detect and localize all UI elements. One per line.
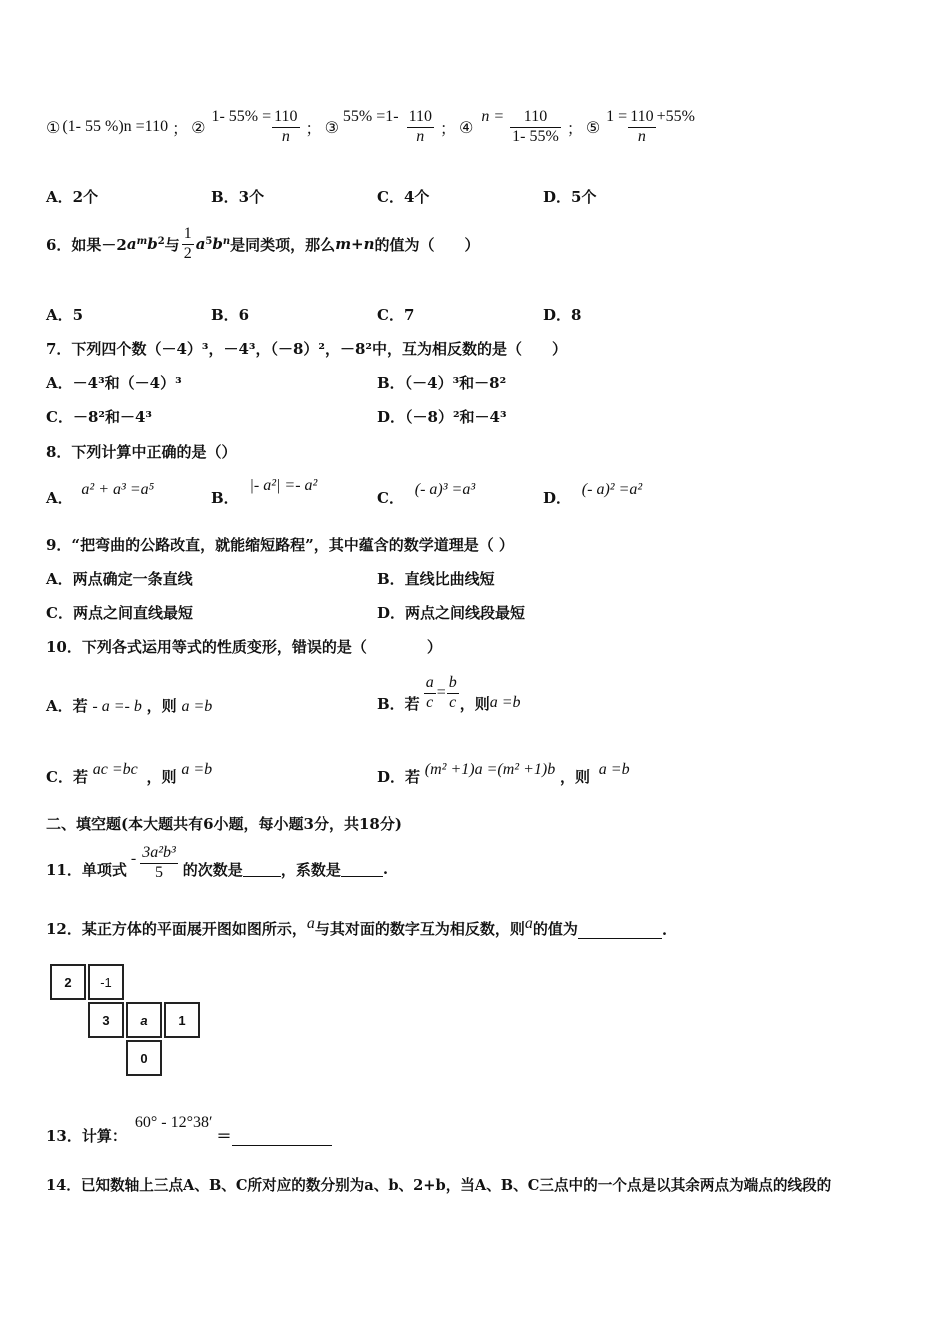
q5-statements [46,100,695,154]
q10-stem: 10．下列各式运用等式的性质变形，错误的是（ ） [46,638,442,656]
net-cell: 2 [50,964,86,1000]
fraction-denominator: 5 [155,863,163,881]
q10-choice-a[interactable] [46,695,212,716]
choice-expr: (- a)³ =a³ [414,481,476,498]
q10-choice-b[interactable] [377,668,521,718]
statement-2-fraction [272,109,299,146]
fraction-numerator: 110 [407,109,434,128]
q13-stem [46,1112,332,1146]
q13-prefix: 13．计算： [46,1127,127,1145]
q6-exp-2: 2 [157,235,165,247]
statement-5-label: ⑤ [585,117,601,137]
choice-then: ，则 [146,697,177,715]
separator: ； [440,120,457,138]
q7-choice-b[interactable]: B．（－4）³和－8² [377,374,507,392]
q11-degree-blank[interactable] [243,862,281,877]
q13-equals: ＝ [216,1127,232,1145]
q8-stem: 8．下列计算中正确的是（） [46,443,237,461]
choice-condition: (m² +1)a =(m² +1)b [424,761,556,778]
choice-then: ，则 [459,694,490,713]
fraction-denominator: n [416,127,425,145]
q5-choice-a[interactable]: A．2个 [46,188,99,206]
fraction-denominator: c [426,693,434,711]
fraction-denominator: c [449,693,457,711]
choice-conclusion: a =b [489,694,521,711]
choice-then: ，则 [559,768,590,786]
q6-choice-a[interactable]: A．5 [46,306,84,324]
choice-label: B． [211,489,239,507]
q5-choice-d[interactable]: D．5个 [543,188,597,206]
q8-choice-b[interactable] [211,474,318,507]
q6-fraction [182,226,194,263]
q6-suffix: 是同类项，那么 [230,235,336,254]
q8-choice-c[interactable] [377,478,476,507]
choice-label: A． [46,489,73,507]
q11-stem [46,840,388,886]
q12-suffix: 的值为 [532,920,578,938]
q12-mid: 与其对面的数字互为相反数，则 [314,920,525,938]
q9-choice-a[interactable]: A．两点确定一条直线 [46,570,193,588]
fraction-numerator: 1 [182,226,194,245]
statement-3-label: ③ [324,117,339,137]
choice-label: A．若 [46,697,88,715]
separator: ； [305,120,322,138]
fraction-denominator: 1- 55% [512,127,559,145]
choice-condition: ac =bc [92,761,138,778]
fraction-b-over-c [447,675,459,712]
choice-label: B．若 [377,694,420,713]
q6-mn: m+n [335,235,375,253]
choice-label: C．若 [46,768,88,786]
q6-and: 与 [164,235,180,254]
q12-answer-blank[interactable] [578,924,662,939]
q5-choice-b[interactable]: B．3个 [211,188,265,206]
statement-4-fraction [510,109,561,146]
q10-choice-d[interactable] [377,758,630,786]
section-heading: 二、填空题(本大题共有6小题，每小题3分，共18分) [46,815,402,833]
fraction-numerator: a [424,675,436,694]
fraction-denominator: n [637,127,646,145]
q6-exp-m: m [136,235,148,247]
q6-term-a: a [126,235,137,253]
statement-5-right: +55% [656,108,695,125]
fraction-numerator: 110 [272,109,299,128]
fraction-a-over-c [424,675,436,712]
choice-then: ，则 [146,768,177,786]
q11-degree-label: 的次数是 [182,860,243,879]
separator: ； [566,120,583,138]
q9-stem: 9．“把弯曲的公路改直，就能缩短路程”，其中蕴含的数学道理是（ ） [46,536,514,554]
q9-choice-c[interactable]: C．两点之间直线最短 [46,604,193,622]
net-cell: 0 [126,1040,162,1076]
statement-1-label: ① [46,117,61,137]
equals-sign: = [436,684,446,701]
q7-stem: 7．下列四个数（－4）³，－4³，（－8）²，－8²中，互为相反数的是（ ） [46,340,567,358]
q13-expression: 60° - 12°38′ [134,1114,213,1131]
q6-stem [46,222,480,266]
q12-stem [46,915,667,939]
q6-tail: 的值为（ ） [374,235,480,254]
separator: ； [172,120,189,138]
q11-coefficient-blank[interactable] [341,862,383,877]
choice-expr: a² + a³ =a⁵ [81,481,155,498]
q12-var-a2: a [524,915,533,932]
q6-term-a2: a [195,235,206,253]
statement-5-left: 1 = [606,108,628,125]
q13-answer-blank[interactable] [232,1131,332,1146]
q11-coefficient-label: ，系数是 [280,860,341,879]
fraction-numerator: b [447,675,459,694]
choice-condition: - a =- b [92,698,142,715]
q12-end: . [661,921,668,939]
q6-choice-c[interactable]: C．7 [377,306,415,324]
choice-conclusion: a =b [181,761,213,778]
q14-stem: 14．已知数轴上三点A、B、C所对应的数分别为a、b、2+b，当A、B、C三点中的一个点是以其余两点为端点的线段的 [46,1177,832,1194]
q12-prefix: 12．某正方体的平面展开图如图所示， [46,920,307,938]
q7-choice-c[interactable]: C．－8²和－4³ [46,408,152,426]
q11-end: . [382,860,389,878]
q9-choice-b[interactable]: B．直线比曲线短 [377,570,495,588]
cube-net-figure [50,964,210,1082]
fraction-numerator: 110 [628,109,655,128]
q12-var-a: a [306,915,315,932]
statement-4-left: n = [481,108,505,125]
net-cell: 3 [88,1002,124,1038]
statement-2-label: ② [191,117,206,137]
q6-choice-b[interactable]: B．6 [211,306,250,324]
choice-label: D．若 [377,768,421,786]
choice-expr: (- a)² =a² [581,481,643,498]
fraction-numerator: 3a²b³ [140,845,178,864]
fraction-denominator: n [281,127,290,145]
choice-label: C． [377,489,404,507]
q6-exp-n: n [222,235,231,247]
choice-conclusion: a =b [181,698,213,715]
choice-conclusion: a =b [598,761,630,778]
q7-choice-a[interactable]: A．－4³和（－4）³ [46,374,182,392]
choice-label: D． [543,489,572,507]
q7-choice-d[interactable]: D．（－8）²和－4³ [377,408,507,426]
q8-choice-a[interactable] [46,478,155,507]
net-cell: 1 [164,1002,200,1038]
statement-2-left: 1- 55% = [211,108,272,125]
q10-choice-c[interactable] [46,758,213,786]
statement-3-fraction [407,109,434,146]
q11-fraction [140,845,178,882]
statement-1-expr: (1- 55 %)n =110 [62,118,169,135]
statement-3-left: 55% =1- [342,108,399,125]
q6-term-b: b [147,235,158,253]
q6-term-b2: b [212,235,223,253]
fraction-numerator: 110 [510,109,561,128]
q11-minus: - [130,850,137,867]
q9-choice-d[interactable]: D．两点之间线段最短 [377,604,526,622]
q8-choice-d[interactable] [543,478,643,507]
choice-expr: |- a²| =- a² [249,477,318,494]
statement-5-fraction [628,109,655,146]
q6-exp-5: 5 [205,235,213,247]
statement-4-label: ④ [459,117,474,137]
fraction-denominator: 2 [183,244,192,262]
q5-choice-c[interactable]: C．4个 [377,188,430,206]
net-cell: -1 [88,964,124,1000]
net-cell: a [126,1002,162,1038]
q6-prefix: 6．如果－2 [46,235,127,254]
q11-prefix: 11．单项式 [46,860,127,879]
q6-choice-d[interactable]: D．8 [543,306,582,324]
